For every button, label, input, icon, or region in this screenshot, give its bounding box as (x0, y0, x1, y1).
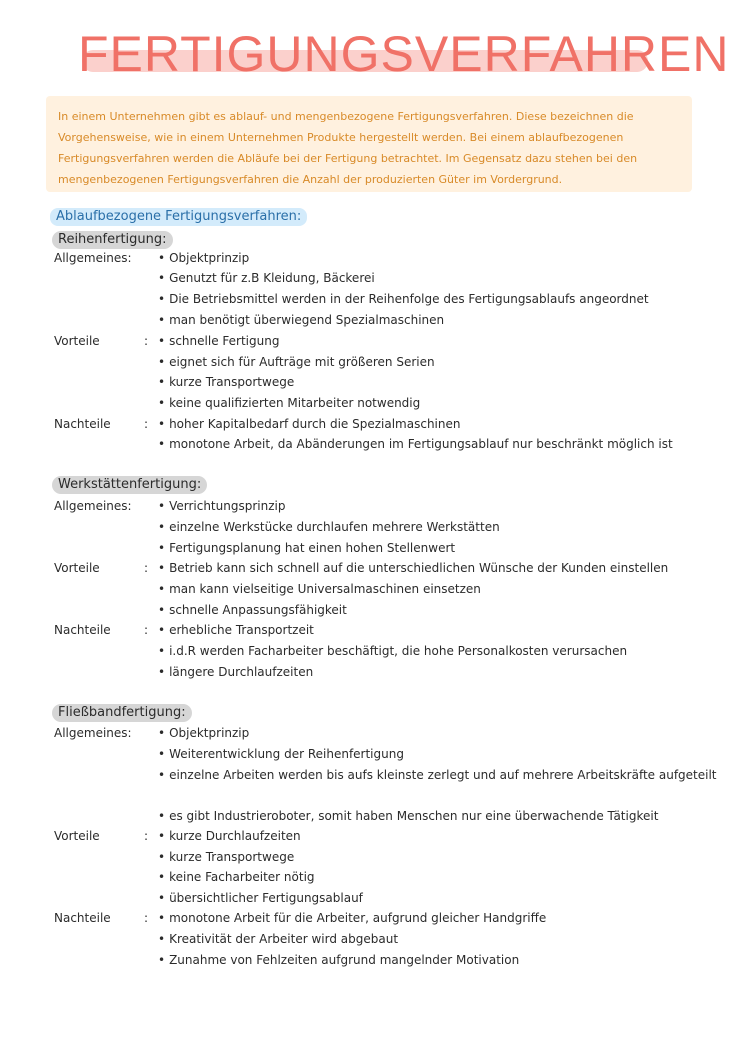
fliess-vorteile-label: Vorteile (54, 829, 100, 843)
list-item: • keine Facharbeiter nötig (158, 867, 315, 887)
list-item: • einzelne Arbeiten werden bis aufs kleinste zerlegt und auf mehrere Arbeitskräfte aufgeteilt (158, 765, 718, 785)
list-item: • man kann vielseitige Universalmaschinen einsetzen (158, 579, 481, 599)
fliess-nachteile-label: Nachteile (54, 911, 111, 925)
list-item: • eignet sich für Aufträge mit größeren Serien (158, 352, 435, 372)
list-item: • einzelne Werkstücke durchlaufen mehrere Werkstätten (158, 517, 500, 537)
list-item: • Objektprinzip (158, 248, 249, 268)
list-item: • Weiterentwicklung der Reihenfertigung (158, 744, 404, 764)
list-item: • übersichtlicher Fertigungsablauf (158, 888, 363, 908)
list-item: • längere Durchlaufzeiten (158, 662, 313, 682)
intro-box: In einem Unternehmen gibt es ablauf- und mengenbezogene Fertigungsverfahren. Diese bezeichnen die Vorgehensweise, wie in einem Unternehmen Produkte hergestellt werden. Bei einem ablaufbezogenen Fertigungsverfahren werden die Abläufe bei der Fertigung betrachtet. Im Gegensatz dazu stehen bei den mengenbezogenen Fertigungsverfahren die Anzahl der produzierten Güter im Vordergrund. (46, 96, 692, 192)
list-item: • Fertigungsplanung hat einen hohen Stellenwert (158, 538, 455, 558)
colon: : (144, 417, 149, 431)
list-item: • erhebliche Transportzeit (158, 620, 314, 640)
reihen-allgemeines-label: Allgemeines: (54, 251, 132, 265)
colon: : (144, 623, 149, 637)
werk-title: Werkstättenfertigung: (52, 476, 207, 494)
list-item: • Kreativität der Arbeiter wird abgebaut (158, 929, 398, 949)
list-item: • hoher Kapitalbedarf durch die Spezialmaschinen (158, 414, 460, 434)
werk-nachteile-label: Nachteile (54, 623, 111, 637)
list-item: • schnelle Anpassungsfähigkeit (158, 600, 347, 620)
list-item: • kurze Transportwege (158, 847, 294, 867)
reihen-nachteile-label: Nachteile (54, 417, 111, 431)
section-title: Ablaufbezogene Fertigungsverfahren: (50, 208, 307, 226)
list-item: • keine qualifizierten Mitarbeiter notwendig (158, 393, 420, 413)
list-item: • Zunahme von Fehlzeiten aufgrund mangelnder Motivation (158, 950, 519, 970)
page-title: FERTIGUNGSVERFAHREN (78, 26, 730, 82)
title-block (78, 26, 730, 82)
list-item: • Genutzt für z.B Kleidung, Bäckerei (158, 268, 375, 288)
list-item: • Die Betriebsmittel werden in der Reihenfolge des Fertigungsablaufs angeordnet (158, 289, 649, 309)
reihen-title: Reihenfertigung: (52, 231, 173, 249)
list-item: • Verrichtungsprinzip (158, 496, 285, 516)
list-item: • monotone Arbeit, da Abänderungen im Fertigungsablauf nur beschränkt möglich ist (158, 434, 673, 454)
colon: : (144, 911, 149, 925)
fliess-allgemeines-label: Allgemeines: (54, 726, 132, 740)
list-item: • Objektprinzip (158, 723, 249, 743)
colon: : (144, 829, 149, 843)
colon: : (144, 561, 149, 575)
list-item: • kurze Durchlaufzeiten (158, 826, 301, 846)
list-item: • es gibt Industrieroboter, somit haben Menschen nur eine überwachende Tätigkeit (158, 806, 658, 826)
list-item: • Betrieb kann sich schnell auf die unterschiedlichen Wünsche der Kunden einstellen (158, 558, 668, 578)
werk-vorteile-label: Vorteile (54, 561, 100, 575)
list-item: • man benötigt überwiegend Spezialmaschinen (158, 310, 444, 330)
fliess-title: Fließbandfertigung: (52, 704, 192, 722)
reihen-vorteile-label: Vorteile (54, 334, 100, 348)
list-item: • schnelle Fertigung (158, 331, 279, 351)
list-item: • kurze Transportwege (158, 372, 294, 392)
colon: : (144, 334, 149, 348)
list-item: • i.d.R werden Facharbeiter beschäftigt, die hohe Personalkosten verursachen (158, 641, 627, 661)
list-item: • monotone Arbeit für die Arbeiter, aufgrund gleicher Handgriffe (158, 908, 546, 928)
werk-allgemeines-label: Allgemeines: (54, 499, 132, 513)
